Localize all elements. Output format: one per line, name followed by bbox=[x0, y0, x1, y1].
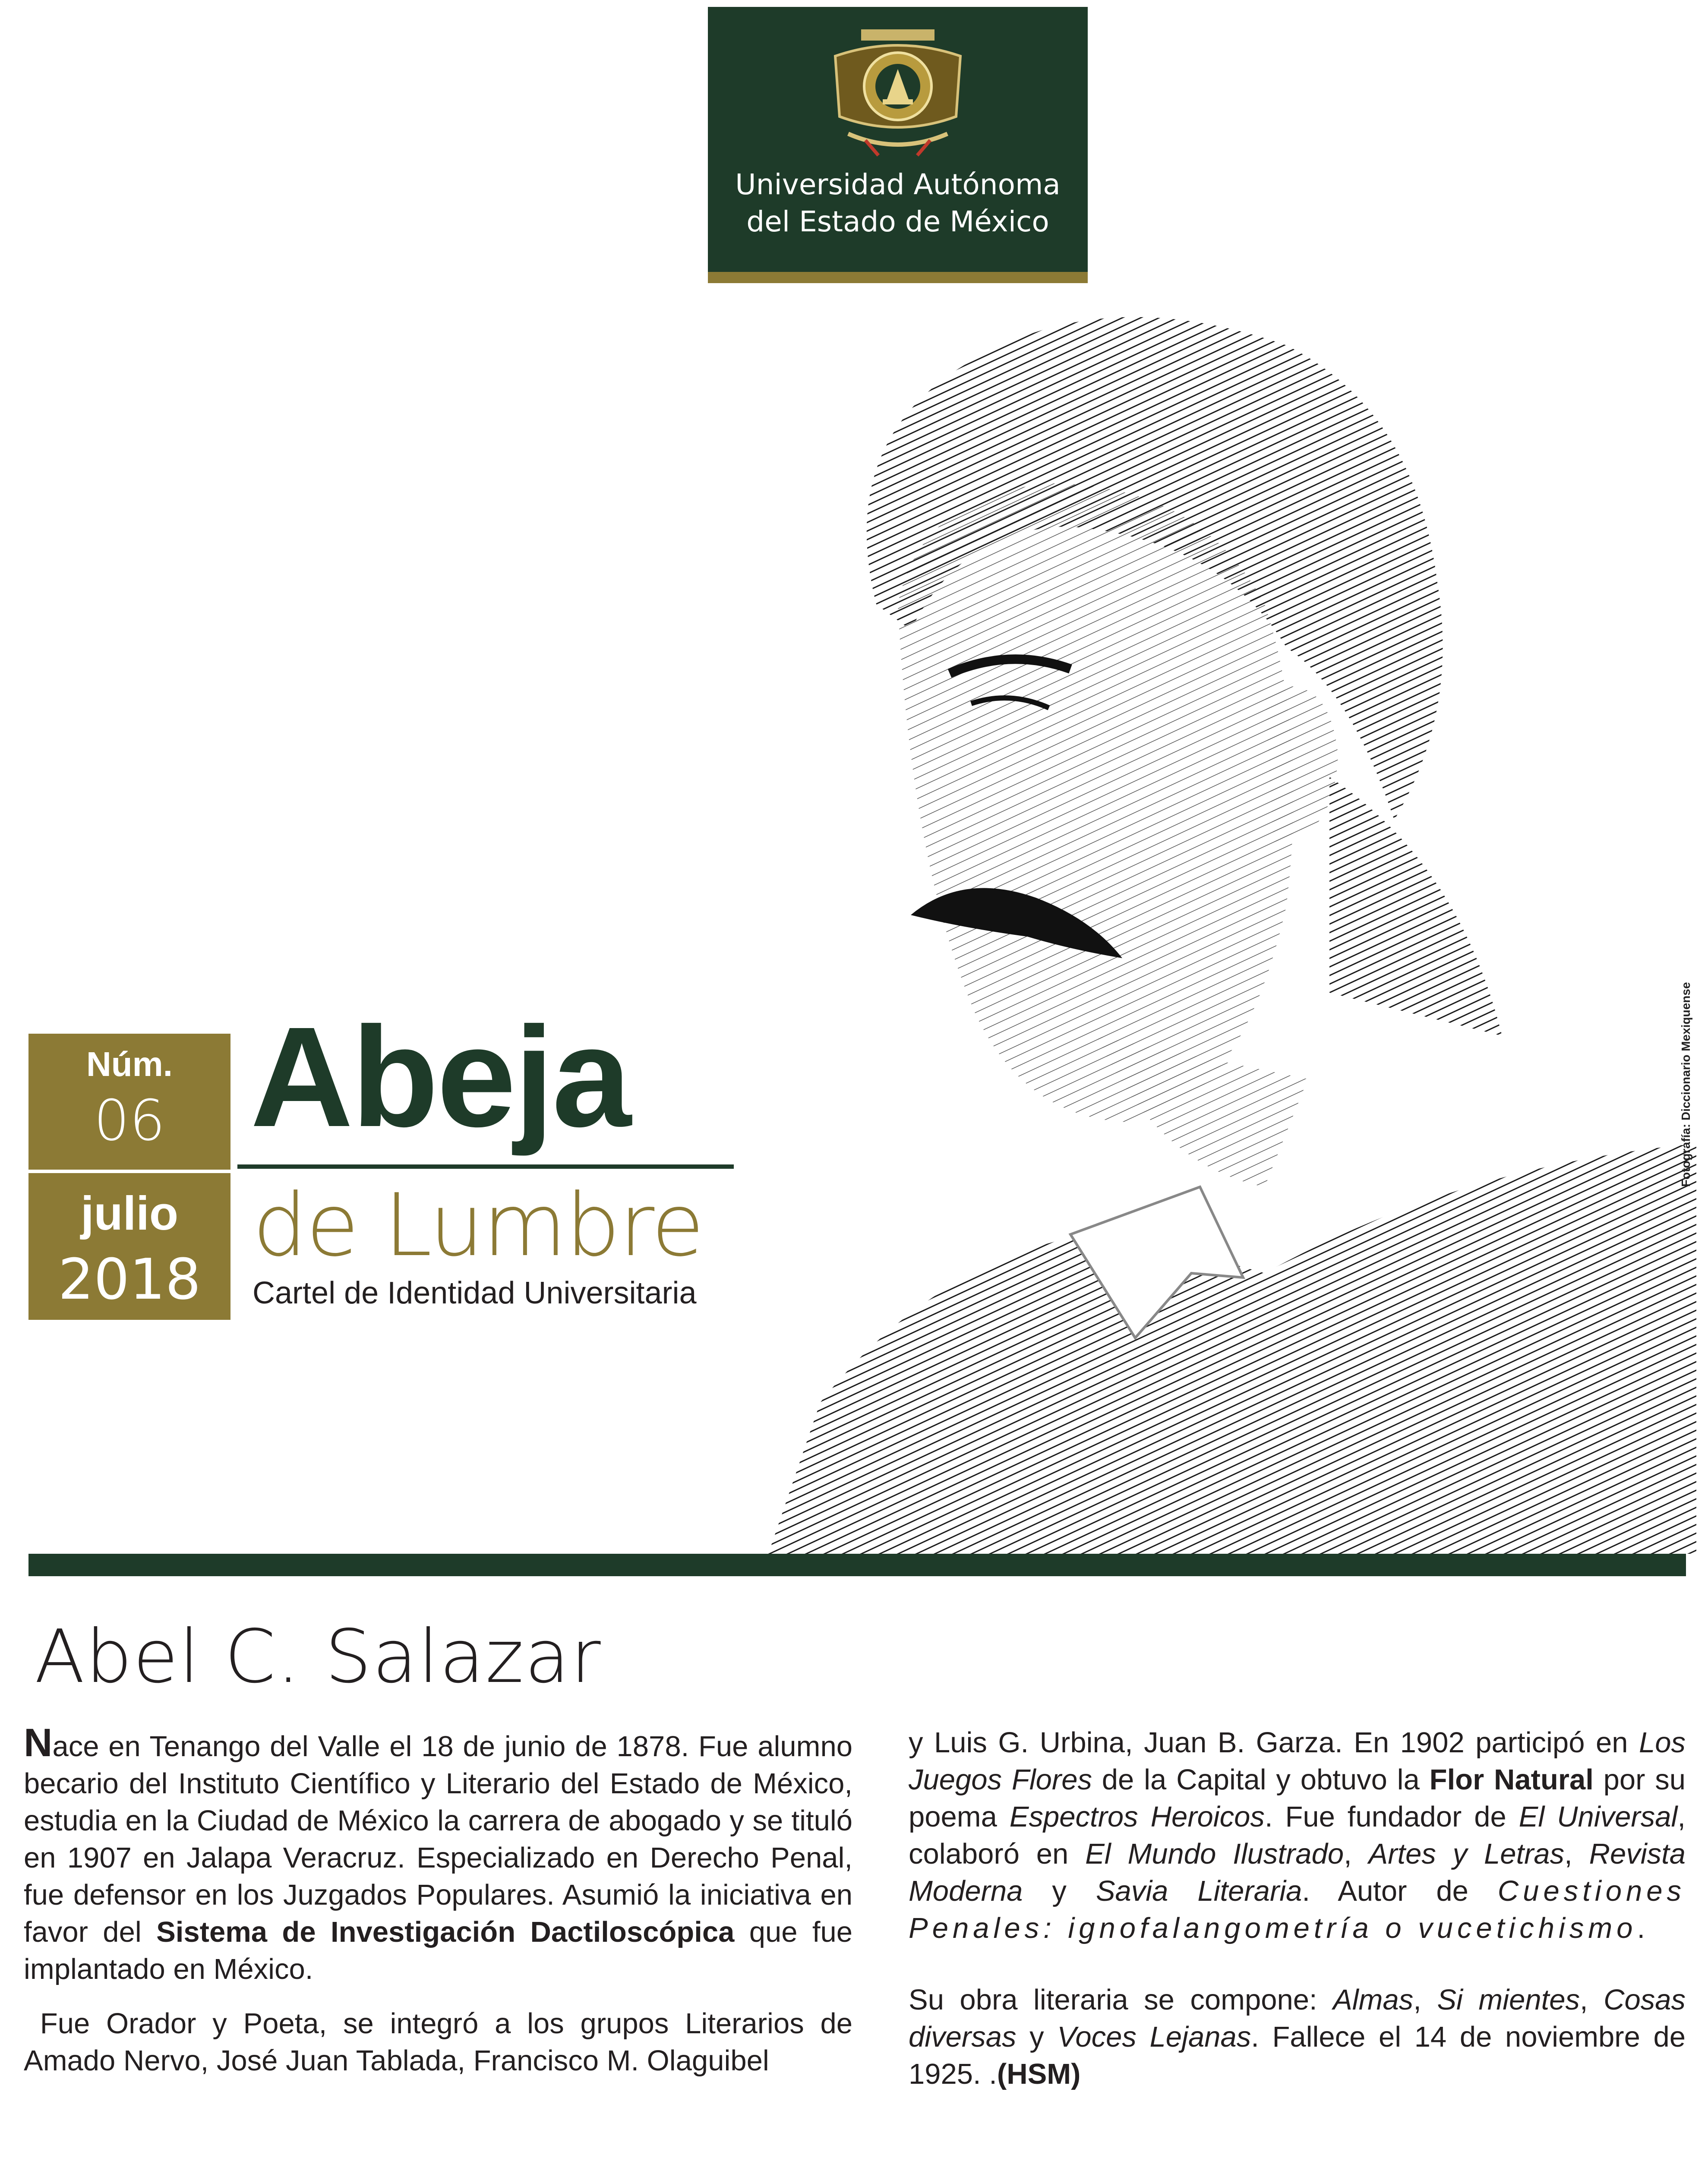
bio-paragraph-1: Nace en Tenango del Valle el 18 de junio de 1878. Fue alumno becario del Instituto Científico y Literario del Estado de México, estudia en la Ciudad de México la carrera de abogado y se tituló en 1907 en Jalapa Veracruz. Especializado en Derecho Penal, fue defensor en los Juzgados Populares. Asumió la iniciativa en favor del Sistema de Investigación Dactiloscópica que fue implantado en México. bbox=[24, 1721, 853, 1985]
bio-paragraph-4: Su obra literaria se compone: Almas, Si mientes, Cosas diversas y Voces Lejanas. Fallece el 14 de noviembre de 1925. .(HSM) bbox=[909, 1984, 1686, 2090]
section-divider-band bbox=[28, 1554, 1686, 1576]
photo-credit bbox=[1679, 885, 1696, 1187]
issue-number-label: Núm. bbox=[86, 1045, 173, 1083]
issue-date-box bbox=[28, 1173, 230, 1320]
biography-left-column bbox=[24, 1721, 859, 2097]
title-underline bbox=[237, 1164, 734, 1169]
person-name: Abel C. Salazar bbox=[35, 1614, 602, 1700]
university-name-line1: Universidad Autónoma bbox=[735, 168, 1061, 201]
issue-number-value: 06 bbox=[94, 1088, 165, 1153]
university-crest-icon bbox=[818, 26, 978, 164]
highlight-system: Sistema de Investigación Dactiloscópica bbox=[156, 1916, 735, 1948]
bio-paragraph-2: Fue Orador y Poeta, se integró a los grupos Literarios de Amado Nervo, José Juan Tablada, Francisco M. Olaguibel bbox=[24, 2007, 859, 2077]
biography-right-column bbox=[909, 1724, 1686, 2110]
header-gold-strip bbox=[708, 272, 1088, 283]
poster-tagline: Cartel de Identidad Universitaria bbox=[253, 1276, 697, 1310]
poster-title: Abeja bbox=[250, 997, 630, 1156]
bio-paragraph-3: y Luis G. Urbina, Juan B. Garza. En 1902 participó en Los Juegos Flores de la Capital y obtuvo la Flor Natural por su poema Espectros Heroicos. Fue fundador de El Universal, colaboró en El Mundo Ilustrado, Artes y Letras, Revista Moderna y Savia Literaria. Autor de Cuestiones Penales: ignofalangometría o vucetichismo. bbox=[909, 1726, 1686, 1944]
photo-credit-text: Fotografía: Diccionario Mexiquense bbox=[1679, 982, 1692, 1187]
poster-subtitle: de Lumbre bbox=[253, 1175, 703, 1276]
issue-month: julio bbox=[80, 1187, 179, 1240]
university-name bbox=[708, 166, 1088, 240]
issue-year: 2018 bbox=[58, 1246, 201, 1312]
drop-cap: N bbox=[24, 1721, 53, 1765]
portrait-engraving bbox=[768, 302, 1696, 1554]
university-name-line2: del Estado de México bbox=[746, 205, 1049, 238]
issue-number-box bbox=[28, 1034, 230, 1170]
